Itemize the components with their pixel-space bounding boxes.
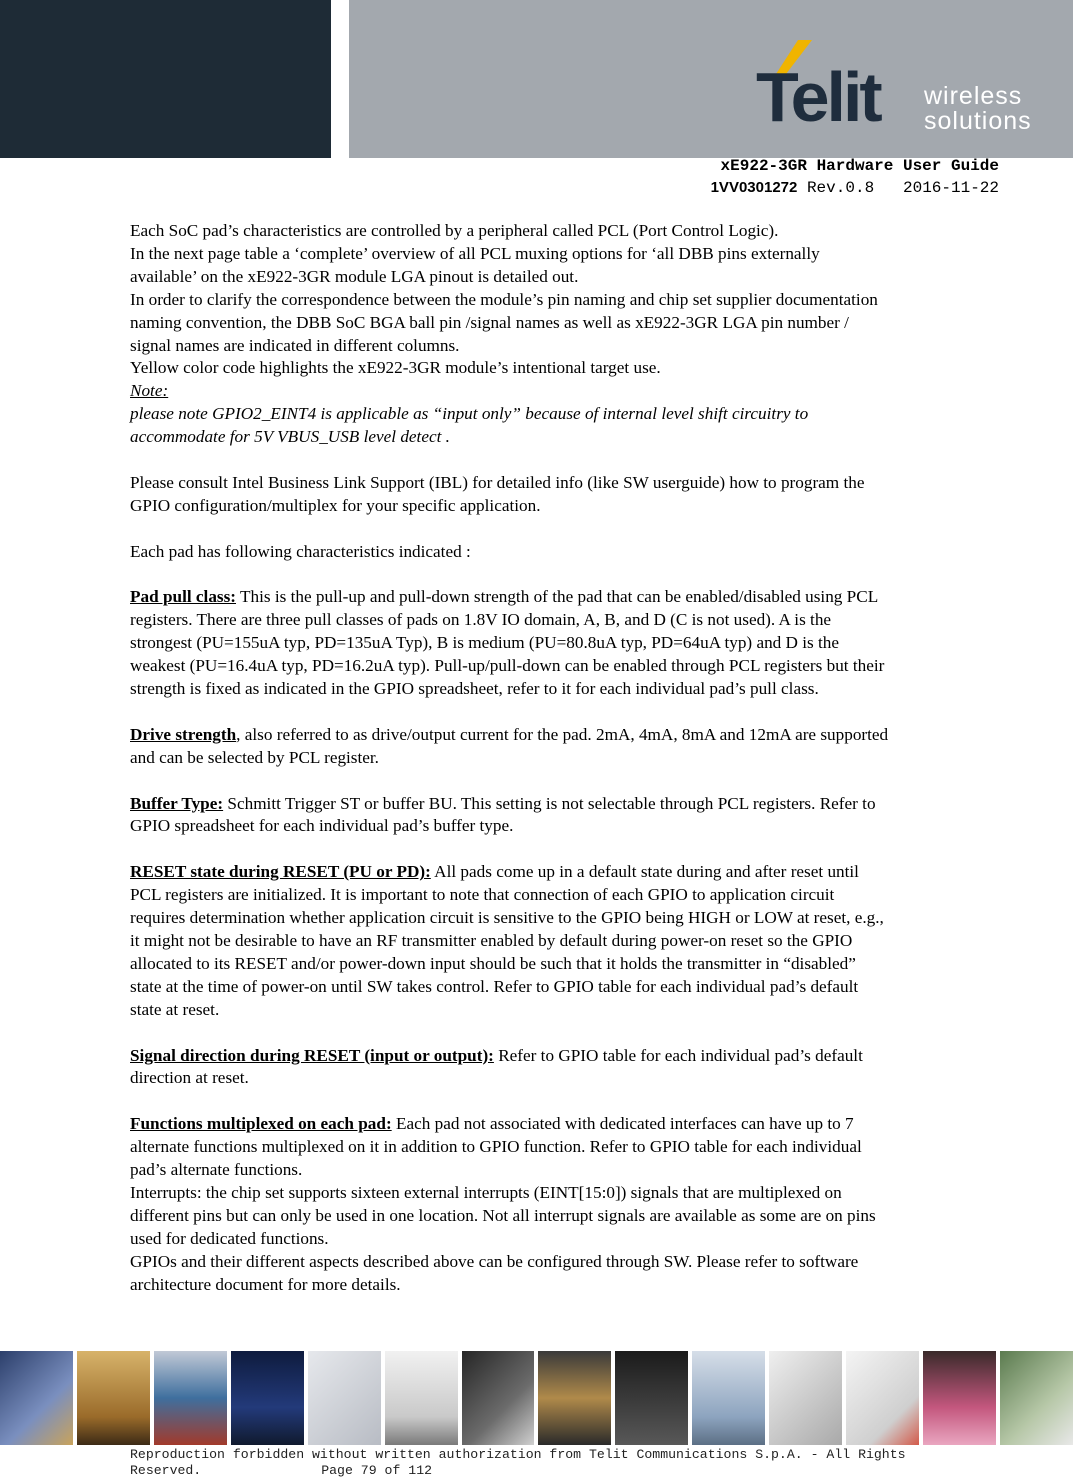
photo-traffic [0,1351,73,1445]
document-revision-line [711,177,999,199]
logo-tagline [924,84,1032,134]
photo-keyboard [308,1351,381,1445]
intro-paragraph [130,220,1015,380]
text-line: All pads come up in a default state during and after reset until [430,862,859,882]
text-line: naming convention, the DBB SoC BGA ball pin /signal names as well as xE922-3GR LGA pin number / [130,312,849,332]
text-line: architecture document for more details. [130,1274,401,1294]
text-line: direction at reset. [130,1068,249,1088]
text-line: Yellow color code highlights the xE922-3GR module’s intentional target use. [130,358,661,378]
term-heading: Functions multiplexed on each pad: [130,1114,392,1134]
term-heading: RESET state during RESET (PU or PD): [130,862,431,882]
copyright-line: Reproduction forbidden without written authorization from Telit Communications S.p.A. - All Rights [130,1447,906,1462]
photo-display-board [231,1351,304,1445]
text-line: alternate functions multiplexed on it in addition to GPIO function. Refer to GPIO table for each individual [130,1137,862,1157]
text-line: used for dedicated functions. [130,1228,329,1248]
term-heading: Signal direction during RESET (input or output): [130,1045,494,1065]
note-line: accommodate for 5V VBUS_USB level detect . [130,427,450,447]
text-line: it might not be desirable to have an RF transmitter enabled by default during power-on reset so the GPIO [130,931,853,950]
document-rev: Rev.0.8 [806,179,875,197]
text-line: Each pad not associated with dedicated interfaces can have up to 7 [391,1114,854,1134]
drive-strength-section [130,724,1015,770]
note-line: please note GPIO2_EINT4 is applicable as “input only” because of internal level shift circuitry to [130,404,809,424]
text-line: state at reset. [130,999,220,1019]
reset-state-section [130,861,1015,1021]
photo-payphone [77,1351,150,1445]
photo-factory [923,1351,996,1445]
term-heading: Pad pull class: [130,587,237,607]
characteristics-intro: Each pad has following characteristics indicated : [130,541,471,561]
page-number: Page 79 of 112 [321,1463,433,1478]
text-line: In order to clarify the correspondence between the module’s pin naming and chip set supplier documentation [130,289,878,309]
text-line: strength is fixed as indicated in the GPIO spreadsheet, refer to it for each individual pad’s pull class. [130,679,819,699]
text-line: Each SoC pad’s characteristics are controlled by a peripheral called PCL (Port Control Logic). [130,221,779,240]
footer-copyright [130,1447,1000,1479]
text-line: registers. There are three pull classes of pads on 1.8V IO domain, A, B, and D (C is not used). A is the [130,610,832,630]
note-label: Note: [130,381,169,401]
text-line: requires determination whether application circuit is sensitive to the GPIO being HIGH or LOW at reset, e.g., [130,908,884,928]
document-date: 2016-11-22 [902,179,999,197]
photo-energy-meter [769,1351,842,1445]
footer-photo-strip [0,1351,1073,1445]
text-line: pad’s alternate functions. [130,1160,303,1180]
pad-pull-class-section [130,586,1015,701]
text-line: available’ on the xE922-3GR module LGA pinout is detailed out. [130,266,579,286]
text-line: weakest (PU=16.4uA typ, PD=16.2uA typ). Pull-up/pull-down can be enabled through PCL registers but their [130,656,885,676]
text-line: GPIO spreadsheet for each individual pad’s buffer type. [130,816,514,836]
photo-payment-terminal [462,1351,535,1445]
text-line: GPIO configuration/multiplex for your specific application. [130,495,541,515]
header-dark-block [0,0,331,158]
photo-laser [846,1351,919,1445]
photo-cyclist [385,1351,458,1445]
page-body [130,220,1015,1296]
text-line: Refer to GPIO table for each individual pad’s default [493,1045,863,1065]
text-line: PCL registers are initialized. It is important to note that connection of each GPIO to application circuit [130,885,835,905]
functions-multiplexed-section [130,1113,1015,1296]
photo-vending [538,1351,611,1445]
text-line: allocated to its RESET and/or power-down input should be such that it holds the transmitter in “disabled” [130,953,856,973]
photo-meter-panel [615,1351,688,1445]
text-line: In the next page table a ‘complete’ overview of all PCL muxing options for ‘all DBB pins externally [130,243,820,263]
text-line: signal names are indicated in different columns. [130,335,460,355]
text-line: and can be selected by PCL register. [130,747,379,767]
text-line: This is the pull-up and pull-down strength of the pad that can be enabled/disabled using PCL [236,587,879,607]
logo-tagline-2: solutions [924,107,1032,135]
text-line: Please consult Intel Business Link Support (IBL) for detailed info (like SW userguide) how to program the [130,472,865,492]
signal-direction-section [130,1045,1015,1091]
note-block [130,380,1015,449]
text-line: strongest (PU=155uA typ, PD=135uA Typ), B is medium (PU=80.8uA typ, PD=64uA typ) and D is the [130,633,840,653]
text-line: GPIOs and their different aspects described above can be configured through SW. Please refer to software [130,1251,859,1271]
text-line: different pins but can only be used in one location. Not all interrupt signals are available as some are on pins [130,1205,876,1225]
logo-tagline-1: wireless [924,82,1023,110]
logo-wordmark: Telit [756,58,880,136]
copyright-line: Reserved. [130,1463,202,1478]
photo-containers [154,1351,227,1445]
text-line: , also referred to as drive/output current for the pad. 2mA, 4mA, 8mA and 12mA are supported [236,724,889,744]
document-title: xE922-3GR Hardware User Guide [720,157,999,175]
document-header [711,156,999,199]
buffer-type-section [130,793,1015,839]
text-line: Interrupts: the chip set supports sixteen external interrupts (EINT[15:0]) signals that are multiplexed on [130,1182,842,1202]
ibl-paragraph [130,472,1015,518]
term-heading: Drive strength [130,724,237,744]
term-heading: Buffer Type: [130,793,224,813]
photo-cctv [1000,1351,1073,1445]
telit-logo [752,40,1042,140]
text-line: state at the time of power-on until SW takes control. Refer to GPIO table for each individual pad’s default [130,976,859,996]
document-code: 1VV0301272 [710,179,798,196]
text-line: Schmitt Trigger ST or buffer BU. This setting is not selectable through PCL registers. Refer to [223,793,876,813]
photo-wind-turbines [692,1351,765,1445]
